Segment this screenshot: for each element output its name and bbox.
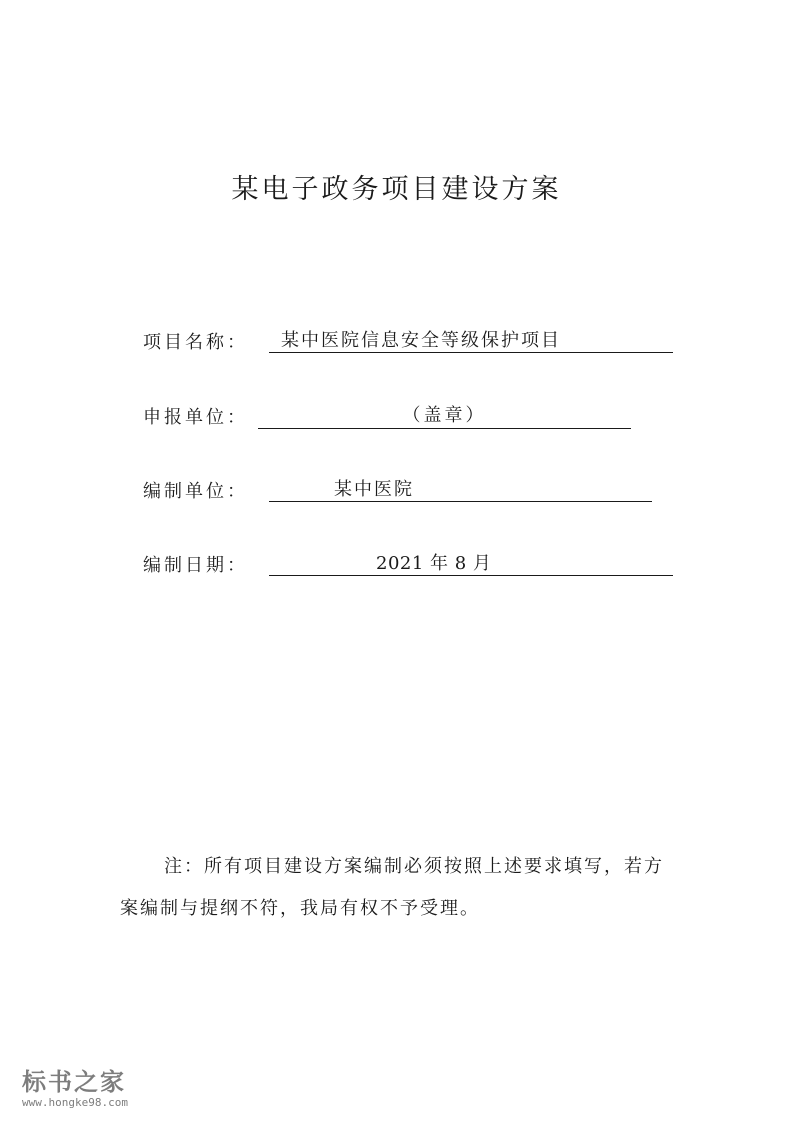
watermark	[22, 1068, 162, 1116]
compiling-date-label: 编制日期：	[143, 555, 248, 576]
watermark-url: www.hongke98.com	[22, 1096, 128, 1109]
watermark-logo: 标书之家	[22, 1068, 126, 1096]
project-name-label: 项目名称：	[143, 332, 248, 353]
submission-note: 注：所有项目建设方案编制必须按照上述要求填写，若方案编制与提纲不符，我局有权不予受理。	[120, 856, 664, 919]
document-title: 某电子政务项目建设方案	[231, 174, 562, 205]
compiling-date-value: 2021 年 8 月	[269, 552, 673, 576]
applicant-unit-label: 申报单位：	[143, 407, 248, 428]
compiling-unit-value: 某中医院	[269, 478, 652, 502]
applicant-unit-value: （盖章）	[258, 404, 631, 429]
compiling-unit-label: 编制单位：	[143, 481, 248, 502]
project-name-value: 某中医院信息安全等级保护项目	[269, 329, 673, 353]
